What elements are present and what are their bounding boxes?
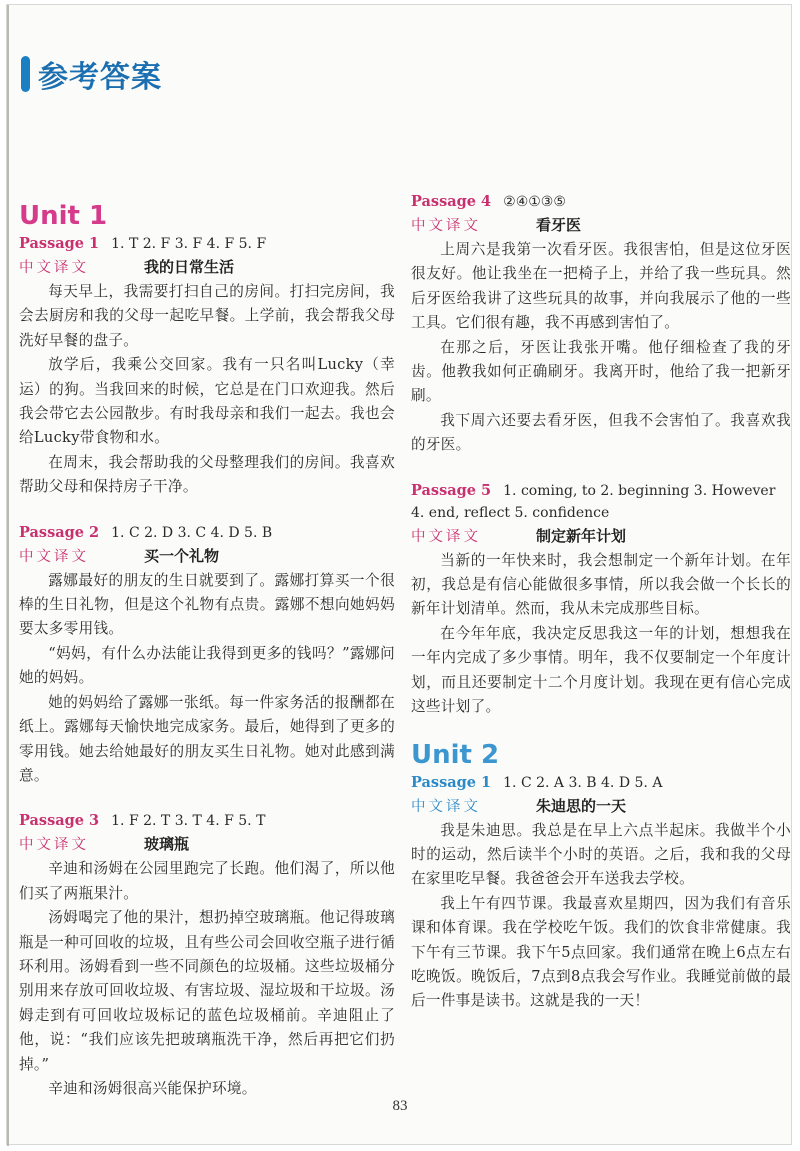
paragraph: 每天早上，我需要打扫自己的房间。打扫完房间，我会去厨房和我的父母一起吃早餐。上学前，我会帮我父母洗好早餐的盘子。 — [19, 283, 395, 349]
story-title: 我的日常生活 — [144, 258, 235, 276]
right-column — [411, 191, 791, 1032]
paragraph: “妈妈，有什么办法能让我得到更多的钱吗？”露娜问她的妈妈。 — [19, 644, 395, 687]
story-title: 朱迪思的一天 — [536, 796, 627, 815]
header-accent-bar — [21, 56, 30, 92]
paragraph: 我下周六还要去看牙医，但我不会害怕了。我喜欢我的牙医。 — [411, 411, 791, 454]
paragraph: 我上午有四节课。我最喜欢星期四，因为我们有音乐课和体育课。我在学校吃午饭。我们的饮食非常健康。我下午有三节课。我下午5点回家。我们通常在晚上6点左右吃晚饭。晚饭后，7点到8点我会写作业。我睡觉前做的最后一件事是读书。这就是我的一天！ — [411, 894, 791, 1010]
translation-tag: 中文译文 — [411, 798, 481, 815]
paragraph: 当新的一年快来时，我会想制定一个新年计划。在年初，我总是有信心能做很多事情，所以我会做一个长长的新年计划清单。然而，我从未完成那些目标。 — [411, 551, 791, 618]
translation-header — [411, 524, 791, 549]
passage-1-block — [19, 233, 395, 500]
passage-header — [411, 480, 791, 502]
passage-label: Passage 1 — [411, 773, 492, 791]
translation-header — [19, 544, 395, 569]
passage-label: Passage 3 — [19, 812, 100, 830]
unit-1-title: Unit 1 — [19, 201, 108, 231]
story-title: 制定新年计划 — [536, 526, 627, 545]
story-title: 买一个礼物 — [144, 546, 220, 565]
translation-header — [411, 213, 791, 238]
page — [6, 4, 792, 1145]
passage-answers: 1. C 2. D 3. C 4. D 5. B — [111, 524, 273, 541]
translation-header — [411, 794, 791, 819]
passage-5-block — [411, 480, 791, 720]
translation-header — [19, 255, 395, 280]
passage-header — [19, 233, 395, 255]
paragraph: 在今年年底，我决定反思我这一年的计划，想想我在一年内完成了多少事情。明年，我不仅要制定一个年度计划，而且还要制定十二个月度计划。我现在更有信心完成这些计划了。 — [411, 624, 791, 716]
left-column — [19, 191, 395, 1119]
translation-tag: 中文译文 — [19, 260, 89, 276]
translation-tag: 中文译文 — [411, 528, 481, 545]
paragraph: 放学后，我乘公交回家。我有一只名叫Lucky（幸运）的狗。当我回来的时候，它总是在门口欢迎我。然后我会带它去公园散步。有时我母亲和我们一起去。我也会给Lucky带食物和水。 — [19, 356, 395, 447]
paragraph: 在那之后，牙医让我张开嘴。他仔细检查了我的牙齿。他教我如何正确刷牙。我离开时，他给了我一把新牙刷。 — [411, 338, 791, 405]
passage-header — [411, 772, 791, 794]
page-number: 83 — [392, 1098, 408, 1114]
passage-header — [19, 522, 395, 544]
unit-2-block — [411, 738, 791, 1014]
paragraph: 上周六是我第一次看牙医。我很害怕，但是这位牙医很友好。他让我坐在一把椅子上，并给了我一些玩具。然后牙医给我讲了这些玩具的故事，并向我展示了他的一些工具。它们很有趣，我不再感到害怕了。 — [411, 241, 791, 332]
story-title: 玻璃瓶 — [144, 835, 190, 854]
passage-answers: 1. C 2. A 3. B 4. D 5. A — [503, 774, 663, 791]
paragraph: 她的妈妈给了露娜一张纸。每一件家务活的报酬都在纸上。露娜每天愉快地完成家务。最后，她得到了更多的零用钱。她去给她最好的朋友买生日礼物。她对此感到满意。 — [19, 693, 395, 784]
page-header — [21, 51, 162, 97]
paragraph: 露娜最好的朋友的生日就要到了。露娜打算买一个很棒的生日礼物，但是这个礼物有点贵。露娜不想向她妈妈要太多零用钱。 — [19, 571, 395, 638]
page-title: 参考答案 — [38, 60, 162, 95]
passage-answers: 1. coming, to 2. beginning 3. However — [503, 482, 776, 499]
translation-tag: 中文译文 — [19, 548, 89, 565]
paragraph: 汤姆喝完了他的果汁，想扔掉空玻璃瓶。他记得玻璃瓶是一种可回收的垃圾，且有些公司会回收空瓶子进行循环利用。汤姆看到一些不同颜色的垃圾桶。这些垃圾桶分别用来存放可回收垃圾、有害垃圾、湿垃圾和干垃圾。汤姆走到有可回收垃圾标记的蓝色垃圾桶前。辛迪阻止了他，说：“我们应该先把玻璃瓶洗干净，然后再把它们扔掉。” — [19, 909, 395, 1073]
passage-answers-continued: 4. end, reflect 5. confidence — [411, 504, 610, 521]
passage-label: Passage 1 — [19, 235, 100, 252]
story-title: 看牙医 — [536, 216, 582, 234]
paragraph: 辛迪和汤姆很高兴能保护环境。 — [48, 1079, 257, 1097]
page-edge — [7, 5, 9, 1146]
translation-tag: 中文译文 — [411, 218, 481, 234]
passage-label: Passage 4 — [411, 193, 492, 210]
paragraph: 辛迪和汤姆在公园里跑完了长跑。他们渴了，所以他们买了两瓶果汁。 — [19, 860, 395, 902]
passage-answers: 1. F 2. T 3. T 4. F 5. T — [111, 813, 266, 830]
paragraph: 我是朱迪思。我总是在早上六点半起床。我做半个小时的运动，然后读半个小时的英语。之后，我和我的父母在家里吃早餐。我爸爸会开车送我去学校。 — [411, 821, 791, 888]
passage-4-block — [411, 191, 791, 458]
passage-3-block — [19, 810, 395, 1101]
passage-2-block — [19, 522, 395, 789]
translation-tag: 中文译文 — [19, 837, 89, 854]
passage-header — [19, 810, 395, 832]
unit-2-title: Unit 2 — [411, 739, 500, 770]
passage-label: Passage 5 — [411, 481, 492, 499]
passage-label: Passage 2 — [19, 523, 100, 541]
passage-answers: ②④①③⑤ — [503, 194, 566, 210]
passage-answers: 1. T 2. F 3. F 4. F 5. F — [111, 236, 267, 252]
paragraph: 在周末，我会帮助我的父母整理我们的房间。我喜欢帮助父母和保持房子干净。 — [19, 453, 395, 496]
translation-header — [19, 832, 395, 857]
passage-header — [411, 191, 791, 213]
